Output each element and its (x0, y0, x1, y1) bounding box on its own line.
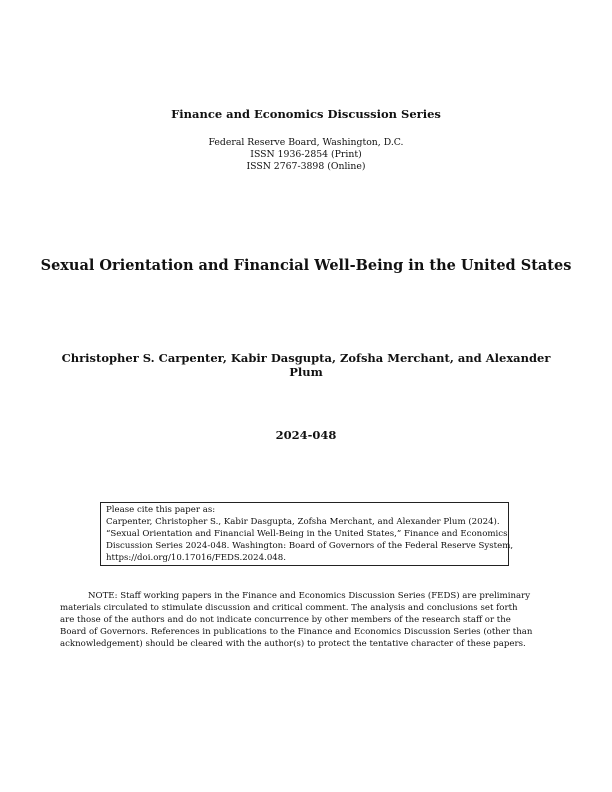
authors-line-2: Plum (289, 365, 323, 379)
publisher-line: Federal Reserve Board, Washington, D.C. (208, 137, 404, 148)
issn-print: ISSN 1936-2854 (Print) (250, 149, 362, 160)
citation-doi-link[interactable]: https://doi.org/10.17016/FEDS.2024.048. (106, 553, 286, 563)
note-line: are those of the authors and do not indicate concurrence by other members of the research staff or the (60, 615, 511, 625)
note-line: Board of Governors. References in publications to the Finance and Economics Discussion Series (other than (60, 627, 533, 637)
note-line: NOTE: Staff working papers in the Finance and Economics Discussion Series (FEDS) are preliminary (88, 591, 531, 601)
citation-line: Carpenter, Christopher S., Kabir Dasgupta, Zofsha Merchant, and Alexander Plum (2024). (106, 517, 500, 527)
note-line: materials circulated to stimulate discussion and critical comment. The analysis and conclusions set forth (60, 603, 518, 613)
note-line: acknowledgement) should be cleared with the author(s) to protect the tentative character of these papers. (60, 639, 526, 649)
issn-online: ISSN 2767-3898 (Online) (246, 161, 366, 172)
citation-box (100, 502, 514, 566)
paper-title: Sexual Orientation and Financial Well-Being in the United States (40, 257, 572, 274)
authors-line-1: Christopher S. Carpenter, Kabir Dasgupta, Zofsha Merchant, and Alexander (61, 351, 551, 365)
disclaimer-note (60, 590, 552, 650)
citation-line: Discussion Series 2024-048. Washington: Board of Governors of the Federal Reserve System, (106, 541, 514, 551)
citation-line: Please cite this paper as: (106, 505, 216, 515)
paper-number: 2024-048 (275, 428, 337, 442)
authors (60, 351, 552, 379)
series-meta (0, 137, 612, 173)
series-title: Finance and Economics Discussion Series (171, 107, 441, 121)
citation-line: “Sexual Orientation and Financial Well-Being in the United States,” Finance and Economics (106, 529, 508, 539)
